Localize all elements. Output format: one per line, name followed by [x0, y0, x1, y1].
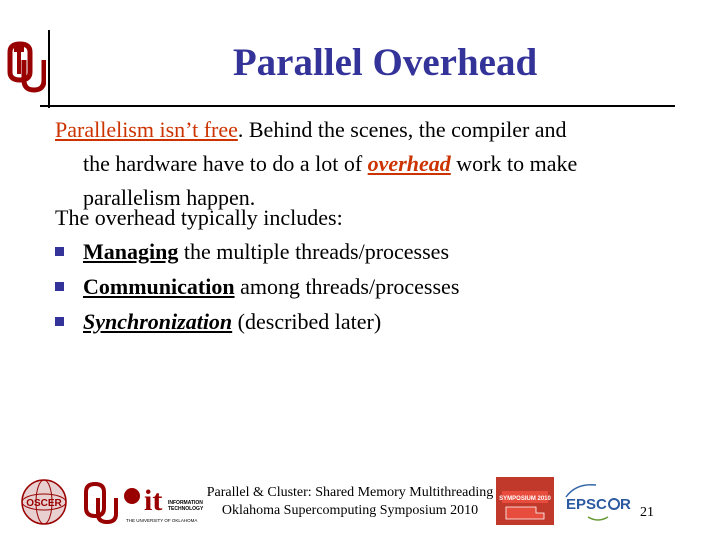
intro-text-2: the hardware have to do a lot of	[83, 151, 368, 176]
svg-text:EPSC: EPSC	[566, 496, 607, 513]
bullet-lead: Communication	[83, 274, 235, 299]
epscor-logo	[562, 477, 636, 527]
slide-footer	[200, 484, 500, 520]
bullet-rest: among threads/processes	[234, 274, 460, 299]
paragraph-intro	[55, 113, 685, 215]
title-horizontal-rule	[40, 105, 675, 107]
footer-line-2: Oklahoma Supercomputing Symposium 2010	[221, 503, 479, 518]
intro-line-2	[55, 147, 685, 181]
page-number: 21	[640, 505, 654, 520]
svg-text:R: R	[620, 496, 631, 513]
paragraph-includes: The overhead typically includes:	[55, 205, 343, 230]
footer-line-1: Parallel & Cluster: Shared Memory Multithreading	[206, 485, 494, 500]
svg-text:SYMPOSIUM 2010: SYMPOSIUM 2010	[499, 496, 551, 502]
square-bullet-icon	[55, 247, 64, 256]
ou-logo	[6, 36, 46, 96]
intro-text-3: work to make	[450, 151, 578, 176]
svg-text:it: it	[144, 484, 163, 517]
oit-logo	[122, 478, 204, 526]
svg-text:TECHNOLOGY: TECHNOLOGY	[168, 506, 204, 512]
bullet-rest: (described later)	[232, 309, 382, 334]
intro-text-1: . Behind the scenes, the compiler and	[237, 117, 567, 142]
intro-line-3: parallelism happen.	[83, 185, 256, 210]
overhead-keyword: overhead	[367, 151, 451, 176]
parallelism-not-free-phrase: Parallelism isn’t free	[55, 117, 238, 142]
ou-small-logo	[82, 478, 118, 526]
bullet-rest: the multiple threads/processes	[178, 239, 450, 264]
svg-text:INFORMATION: INFORMATION	[168, 500, 203, 506]
bullet-lead: Synchronization	[83, 309, 233, 334]
symposium-logo	[496, 477, 554, 525]
oscer-logo	[14, 478, 74, 526]
slide-title: Parallel Overhead	[232, 41, 538, 84]
square-bullet-icon	[55, 282, 64, 291]
svg-text:OSCER: OSCER	[26, 498, 62, 509]
svg-text:THE UNIVERSITY OF OKLAHOMA: THE UNIVERSITY OF OKLAHOMA	[126, 518, 198, 523]
bullet-lead: Managing	[83, 239, 179, 264]
square-bullet-icon	[55, 317, 64, 326]
